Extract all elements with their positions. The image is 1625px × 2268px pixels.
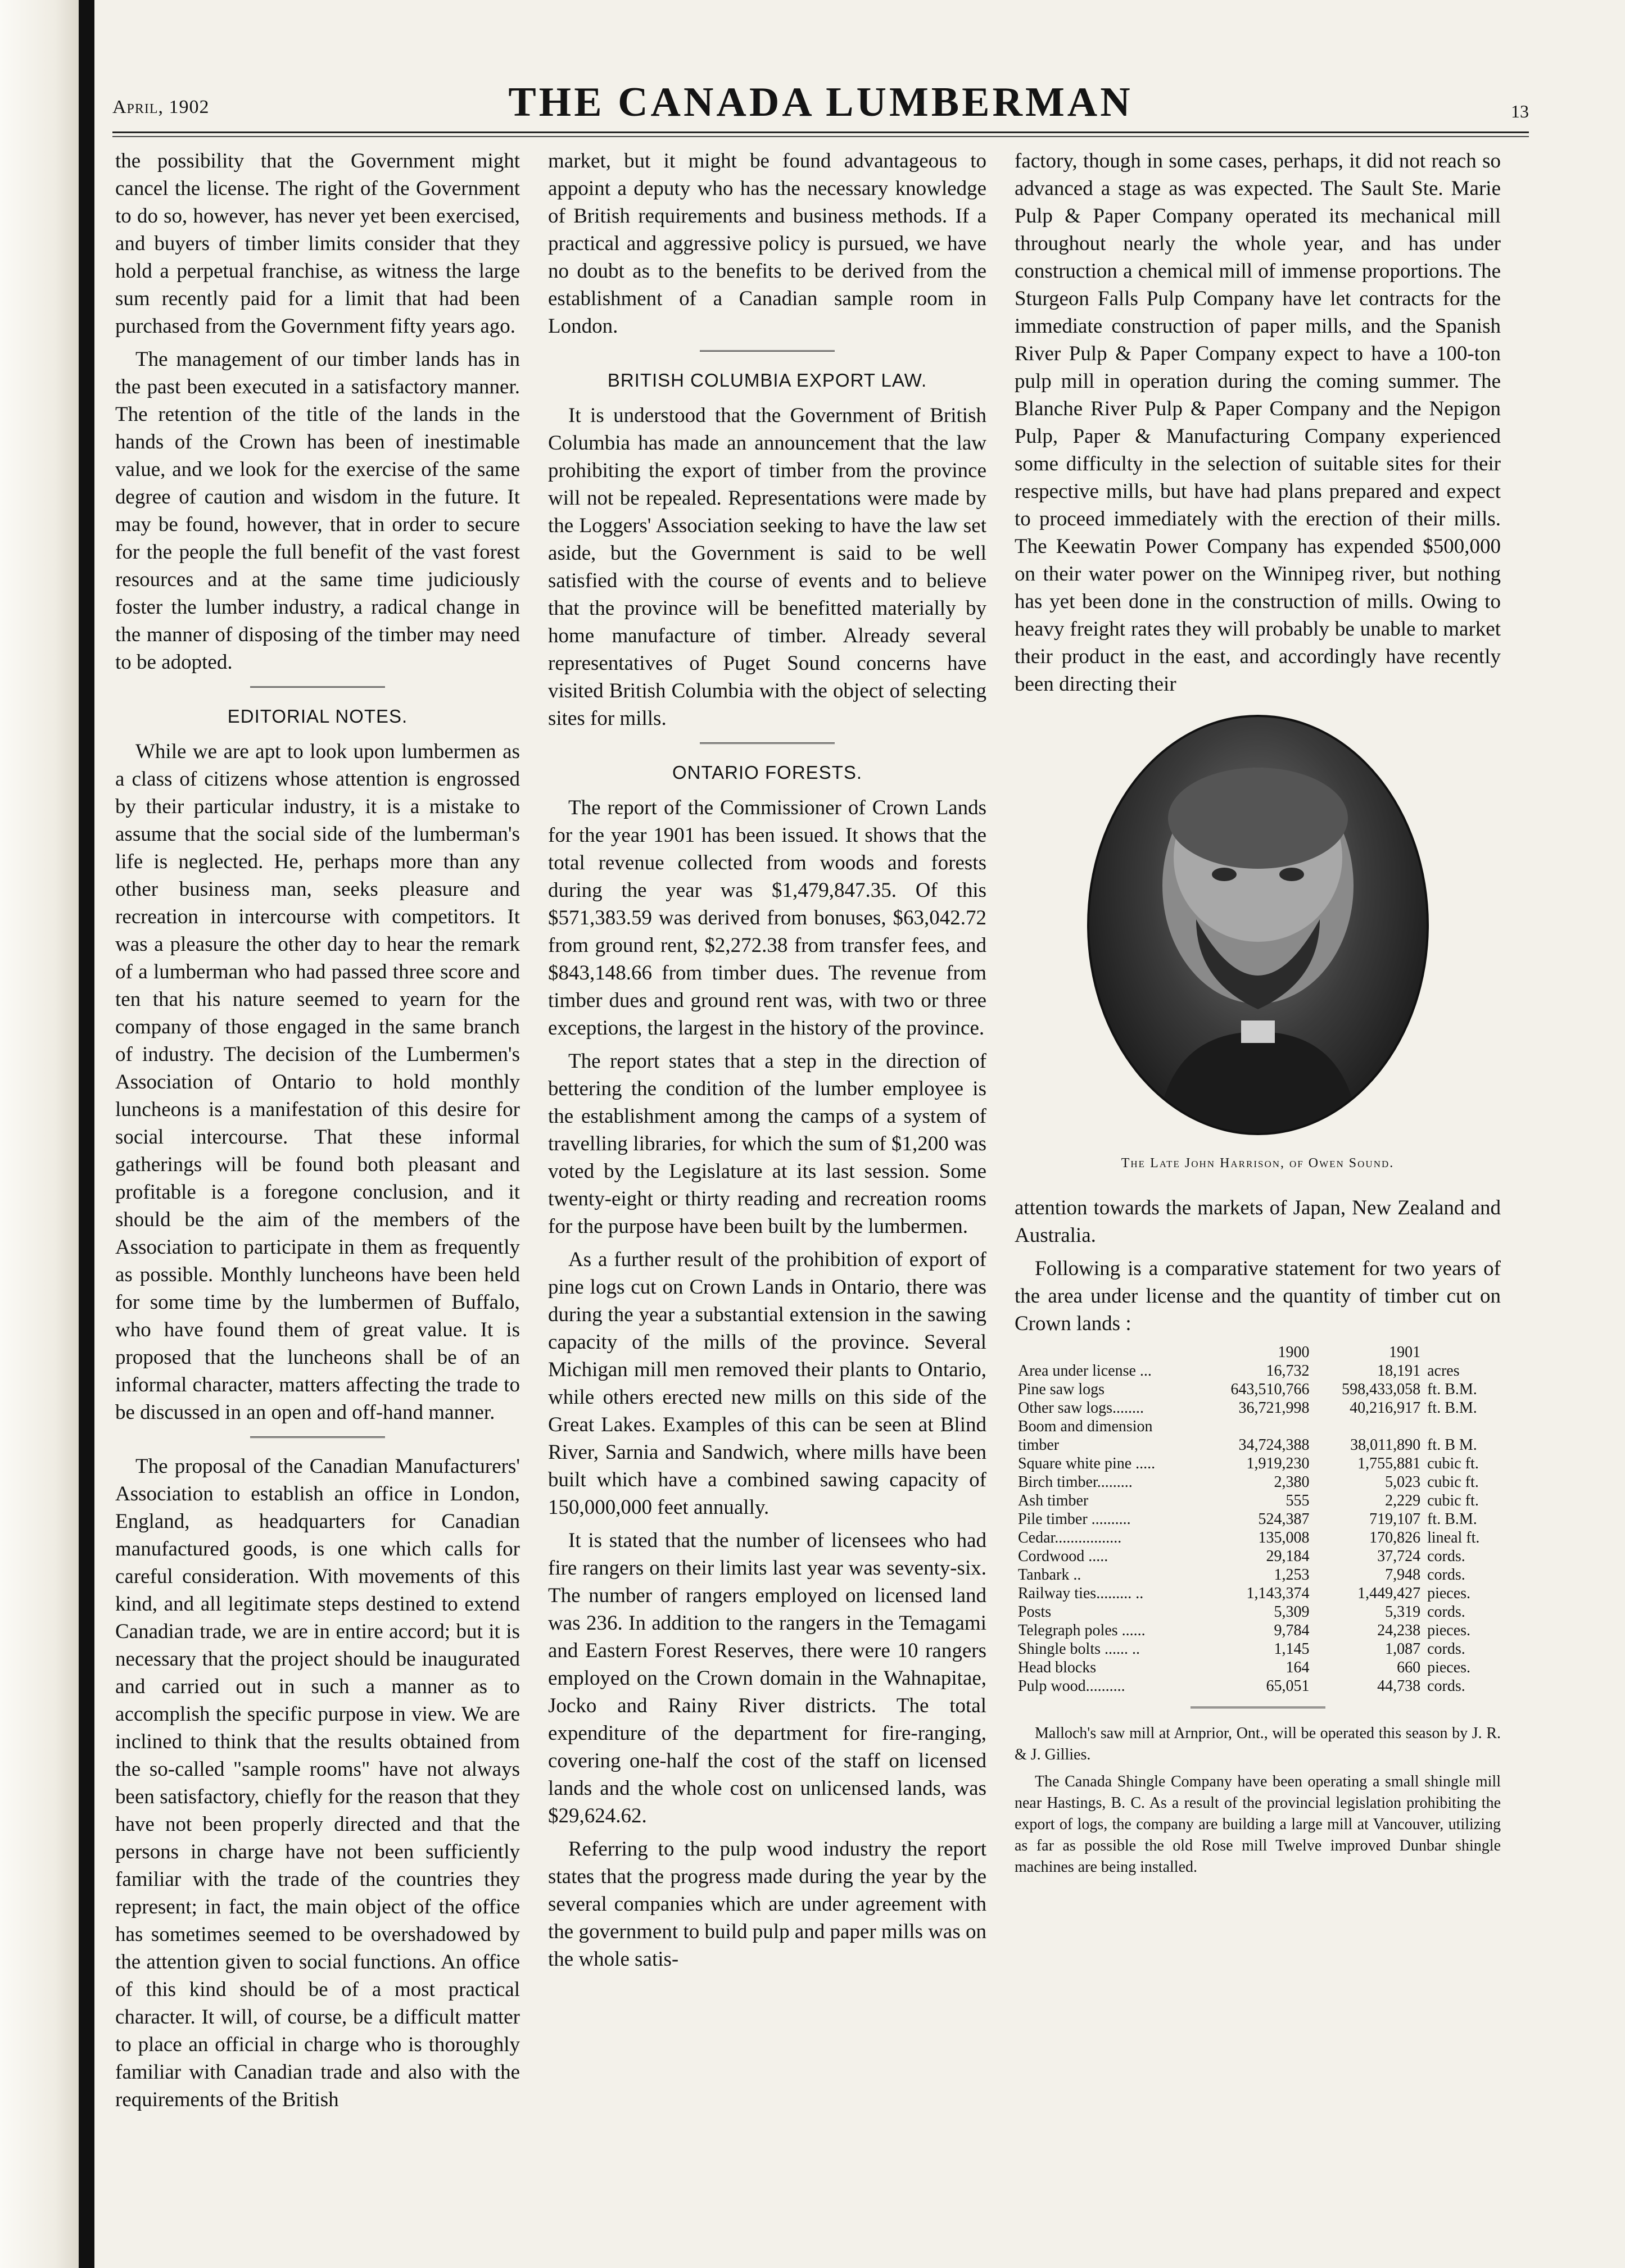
table-cell-1900: 164 bbox=[1285, 1659, 1310, 1676]
table-cell-unit: cubic ft. bbox=[1427, 1492, 1479, 1509]
table-cell-unit: ft. B.M. bbox=[1427, 1381, 1477, 1398]
timber-comparison-table bbox=[1015, 1343, 1501, 1695]
section-separator bbox=[700, 350, 835, 354]
table-row bbox=[1015, 1380, 1501, 1399]
portrait-frame bbox=[1078, 715, 1438, 1142]
portrait-illustration bbox=[1089, 717, 1427, 1133]
table-row bbox=[1015, 1658, 1501, 1677]
table-cell-1900: 9,784 bbox=[1274, 1622, 1310, 1639]
table-cell-label: Birch timber......... bbox=[1018, 1473, 1133, 1491]
table-row bbox=[1015, 1621, 1501, 1640]
masthead-rule-thin bbox=[112, 136, 1529, 137]
table-cell-label: Cordwood ..... bbox=[1018, 1548, 1108, 1565]
table-cell-1901: 40,216,917 bbox=[1350, 1399, 1421, 1417]
binding-margin bbox=[0, 0, 79, 2268]
table-cell-label: Tanbark .. bbox=[1018, 1566, 1081, 1584]
table-header-1901: 1901 bbox=[1389, 1344, 1421, 1361]
table-cell-unit bbox=[1424, 1417, 1501, 1436]
table-header-1900: 1900 bbox=[1278, 1344, 1310, 1361]
article-paragraph: The proposal of the Canadian Manufacturers' Association to establish an office in London, England, as headquarters for Canadian manufactured goods, is one which calls for careful consideration. With movements of this kind, and all legitimate steps destined to extend Canadian trade, we are in entire accord; but it is necessary that the project should be inaugurated and carried out in such a manner as to accomplish the specific purpose in view. We are inclined to think that the results obtained from the so-called "sample rooms" have not always been satisfactory, chiefly for the reason that they have not been properly directed and that the persons in charge have not been sufficiently familiar with the trade of the countries they represent; in fact, the main object of the office has sometimes seemed to be overshadowed by the attention given to social functions. An office of this kind should be of a most practical character. It will, of course, be a difficult matter to place an official in charge who is thoroughly familiar with Canadian trade and also with the requirements of the British bbox=[115, 1455, 520, 2111]
table-cell-label: Other saw logs........ bbox=[1018, 1399, 1144, 1417]
table-cell-1901: 598,433,058 bbox=[1342, 1381, 1421, 1398]
table-cell-1900: 2,380 bbox=[1274, 1473, 1310, 1491]
table-cell-label: Pile timber .......... bbox=[1018, 1511, 1131, 1528]
section-heading-editorial-notes: EDITORIAL NOTES. bbox=[227, 706, 408, 727]
table-cell-1900: 36,721,998 bbox=[1238, 1399, 1310, 1417]
table-cell-1901: 1,449,427 bbox=[1357, 1585, 1421, 1602]
table-header-row bbox=[1015, 1343, 1501, 1362]
table-cell-1900: 34,724,388 bbox=[1238, 1436, 1310, 1454]
table-cell-label: Posts bbox=[1018, 1603, 1052, 1621]
article-paragraph: While we are apt to look upon lumbermen as a class of citizens whose attention is engrossed by their particular industry, it is a mistake to assume that the social side of the lumberman's life is neglected. He, perhaps more than any other business man, seeks pleasure and recreation in intercourse with competitors. It was a pleasure the other day to hear the remark of a lumberman who had passed three score and ten that his nature seemed to yearn for the company of those engaged in the same branch of industry. The decision of the Lumbermen's Association of Ontario to hold monthly luncheons is a manifestation of this desire for social intercourse. That these informal gatherings will be found both pleasant and profitable is a foregone conclusion, and it should be the aim of the members of the Association to participate in them as frequently as possible. Monthly luncheons have been held for some time by the lumbermen of Buffalo, who have found them of great value. It is proposed that the luncheons shall be of an informal character, matters affecting the trade to be discussed in an open and off-hand manner. bbox=[115, 740, 520, 1424]
article-paragraph: As a further result of the prohibition of export of pine logs cut on Crown Lands in Ontario, there was during the year a substantial extension in the sawing capacity of the mills of the province. Several Michigan mill men removed their plants to Ontario, while others erected new mills on this side of the Great Lakes. Examples of this can be seen at Blind River, Sarnia and Sandwich, where mills have been built which have a combined sawing capacity of 150,000,000 feet annually. bbox=[548, 1248, 986, 1519]
table-cell-1900: 1,143,374 bbox=[1246, 1585, 1310, 1602]
table-row bbox=[1015, 1640, 1501, 1658]
table-cell-1901 bbox=[1313, 1417, 1424, 1436]
table-row bbox=[1015, 1547, 1501, 1566]
table-cell-label: Ash timber bbox=[1018, 1492, 1089, 1509]
table-cell-1900: 1,145 bbox=[1274, 1640, 1310, 1658]
table-cell-unit: ft. B M. bbox=[1427, 1436, 1477, 1454]
binding-shadow bbox=[79, 0, 94, 2268]
section-separator bbox=[700, 742, 835, 746]
section-separator bbox=[250, 1436, 385, 1440]
section-separator bbox=[250, 686, 385, 690]
table-row bbox=[1015, 1677, 1501, 1695]
masthead bbox=[112, 73, 1529, 140]
table-row bbox=[1015, 1491, 1501, 1510]
table-cell-unit: lineal ft. bbox=[1427, 1529, 1480, 1546]
article-paragraph: market, but it might be found advantageous to appoint a deputy who has the necessary knowledge of British requirements and business methods. If a practical and aggressive policy is pursued, we have no doubt as to the benefits to be derived from the establishment of a Canadian sample room in London. bbox=[548, 149, 986, 338]
news-note: Malloch's saw mill at Arnprior, Ont., will be operated this season by J. R. & J. Gillies. bbox=[1015, 1725, 1501, 1763]
article-paragraph: the possibility that the Government might cancel the license. The right of the Government to do so, however, has never yet been exercised, and buyers of timber limits consider that they hold a perpetual franchise, as witness the large sum recently paid for a limit that had been purchased from the Government fifty years ago. bbox=[115, 149, 520, 338]
table-row bbox=[1015, 1399, 1501, 1417]
section-separator bbox=[1191, 1707, 1325, 1711]
table-cell-1900 bbox=[1202, 1417, 1313, 1436]
table-cell-1900: 1,919,230 bbox=[1246, 1455, 1310, 1472]
article-paragraph: The report of the Commissioner of Crown Lands for the year 1901 has been issued. It shows that the total revenue collected from woods and forests during the year was $1,479,847.35. Of this $571,383.59 was derived from bonuses, $63,042.72 from ground rent, $2,272.38 from transfer fees, and $843,148.66 from timber dues. The revenue from timber dues and ground rent was, with two or three exceptions, the largest in the history of the province. bbox=[548, 796, 986, 1040]
table-cell-unit: cords. bbox=[1427, 1566, 1465, 1584]
table-cell-1900: 555 bbox=[1285, 1492, 1310, 1509]
table-cell-label: Railway ties......... .. bbox=[1018, 1585, 1144, 1602]
table-cell-unit: pieces. bbox=[1427, 1659, 1471, 1676]
table-cell-label: Pulp wood.......... bbox=[1018, 1677, 1125, 1695]
table-cell-1900: 524,387 bbox=[1258, 1511, 1310, 1528]
table-cell-1901: 719,107 bbox=[1369, 1511, 1421, 1528]
table-header-label bbox=[1015, 1343, 1202, 1362]
article-paragraph: factory, though in some cases, perhaps, it did not reach so advanced a stage as was expected. The Sault Ste. Marie Pulp & Paper Company operated its mechanical mill throughout nearly the whole year, and has under construction a chemical mill of immense proportions. The Sturgeon Falls Pulp Company have let contracts for the immediate construction of paper mills, and the Spanish River Pulp & Paper Company expect to have a 100-ton pulp mill in operation during the coming summer. The Blanche River Pulp & Paper Company and the Nepigon Pulp, Paper & Manufacturing Company experienced some difficulty in the selection of suitable sites for their respective mills, but have had plans prepared and expect to proceed immediately with the erection of their mills. The Keewatin Power Company has expended $500,000 on their water power on the Winnipeg river, but nothing has yet been done in the construction of mills. Owing to heavy freight rates they will probably be unable to market their product in the east, and accordingly have recently been directing their bbox=[1015, 149, 1501, 696]
article-paragraph: It is understood that the Government of British Columbia has made an announcement that the law prohibiting the export of timber from the province will not be repealed. Representations were made by the Loggers' Association seeking to have the law set aside, but the Government is said to be well satisfied with the course of events and to believe that the province will be benefitted materially by home manufacture of timber. Already several representatives of Puget Sound concerns have visited British Columbia with the object of selecting sites for mills. bbox=[548, 404, 986, 730]
article-paragraph: Following is a comparative statement for two years of the area under license and the quantity of timber cut on Crown lands : bbox=[1015, 1257, 1501, 1335]
table-cell-unit: ft. B.M. bbox=[1427, 1399, 1477, 1417]
table-row bbox=[1015, 1454, 1501, 1473]
table-header-unit bbox=[1424, 1343, 1501, 1362]
table-cell-label: Boom and dimension bbox=[1018, 1418, 1153, 1435]
table-row bbox=[1015, 1528, 1501, 1547]
portrait-caption: The Late John Harrison, of Owen Sound. bbox=[1121, 1156, 1395, 1171]
table-cell-label: timber bbox=[1018, 1436, 1060, 1454]
news-note: The Canada Shingle Company have been operating a small shingle mill near Hastings, B. C. As a result of the provincial legislation prohibiting the export of logs, the company are building a large mill at Vancouver, utilizing as far as possible the old Rose mill Twelve improved Dunbar shingle machines are being installed. bbox=[1015, 1773, 1501, 1876]
table-row bbox=[1015, 1566, 1501, 1584]
table-cell-unit: cords. bbox=[1427, 1548, 1465, 1565]
column-3 bbox=[1015, 147, 1501, 1884]
publication-title: THE CANADA LUMBERMAN bbox=[508, 79, 1133, 125]
table-row bbox=[1015, 1362, 1501, 1380]
table-cell-1901: 37,724 bbox=[1377, 1548, 1421, 1565]
table-cell-1900: 135,008 bbox=[1258, 1529, 1310, 1546]
section-heading-bc-export-law: BRITISH COLUMBIA EXPORT LAW. bbox=[607, 370, 927, 391]
table-row bbox=[1015, 1510, 1501, 1528]
table-cell-unit: cords. bbox=[1427, 1640, 1465, 1658]
table-row bbox=[1015, 1473, 1501, 1491]
table-cell-label: Head blocks bbox=[1018, 1659, 1097, 1676]
table-cell-1900: 5,309 bbox=[1274, 1603, 1310, 1621]
table-cell-1901: 2,229 bbox=[1385, 1492, 1421, 1509]
issue-date: April, 1902 bbox=[112, 97, 210, 117]
table-cell-label: Square white pine ..... bbox=[1018, 1455, 1156, 1472]
table-row bbox=[1015, 1436, 1501, 1454]
table-cell-1901: 1,755,881 bbox=[1357, 1455, 1421, 1472]
table-cell-1901: 38,011,890 bbox=[1350, 1436, 1421, 1454]
table-cell-1900: 1,253 bbox=[1274, 1566, 1310, 1584]
table-cell-1901: 24,238 bbox=[1377, 1622, 1421, 1639]
article-paragraph: The report states that a step in the direction of bettering the condition of the lumber employee is the establishment among the camps of a system of travelling libraries, for which the sum of $1,200 was voted by the Legislature at its last session. Some twenty-eight or thirty reading and recreation rooms for the purpose have been built by the lumbermen. bbox=[548, 1050, 986, 1238]
table-cell-1901: 7,948 bbox=[1385, 1566, 1421, 1584]
table-cell-label: Cedar................. bbox=[1018, 1529, 1122, 1546]
column-2 bbox=[548, 147, 986, 1979]
table-cell-label: Shingle bolts ...... .. bbox=[1018, 1640, 1140, 1658]
table-cell-1900: 16,732 bbox=[1266, 1362, 1310, 1380]
table-cell-unit: acres bbox=[1427, 1362, 1460, 1380]
section-heading-ontario-forests: ONTARIO FORESTS. bbox=[672, 762, 863, 783]
table-cell-1901: 5,319 bbox=[1385, 1603, 1421, 1621]
table-cell-1901: 5,023 bbox=[1385, 1473, 1421, 1491]
article-paragraph: Referring to the pulp wood industry the report states that the progress made during the year by the several companies which are under agreement with the government to build pulp and paper mills was on the whole satis- bbox=[548, 1838, 986, 1971]
column-1 bbox=[115, 147, 520, 2119]
table-cell-unit: cords. bbox=[1427, 1603, 1465, 1621]
table-cell-unit: pieces. bbox=[1427, 1585, 1471, 1602]
table-cell-unit: cubic ft. bbox=[1427, 1455, 1479, 1472]
table-cell-1901: 18,191 bbox=[1377, 1362, 1421, 1380]
page-number: 13 bbox=[1511, 101, 1529, 121]
portrait-photo bbox=[1087, 715, 1429, 1135]
article-paragraph: attention towards the markets of Japan, New Zealand and Australia. bbox=[1015, 1196, 1501, 1247]
table-cell-1901: 170,826 bbox=[1369, 1529, 1421, 1546]
table-cell-unit: ft. B.M. bbox=[1427, 1511, 1477, 1528]
table-cell-unit: cords. bbox=[1427, 1677, 1465, 1695]
table-body bbox=[1015, 1362, 1501, 1695]
table-row bbox=[1015, 1417, 1501, 1436]
table-cell-1900: 643,510,766 bbox=[1230, 1381, 1310, 1398]
table-cell-1900: 29,184 bbox=[1266, 1548, 1310, 1565]
article-paragraph: The management of our timber lands has in the past been executed in a satisfactory manner. The retention of the title of the lands in the hands of the Crown has been of inestimable value, and we look for the exercise of the same degree of caution and wisdom in the future. It may be found, however, that in order to secure for the people the full benefit of the vast forest resources and at the same time judiciously foster the lumber industry, a radical change in the manner of disposing of the timber may need to be adopted. bbox=[115, 348, 520, 674]
masthead-rule bbox=[112, 131, 1529, 133]
table-cell-label: Telegraph poles ...... bbox=[1018, 1622, 1146, 1639]
table-cell-unit: cubic ft. bbox=[1427, 1473, 1479, 1491]
table-row bbox=[1015, 1584, 1501, 1603]
table-cell-label: Area under license ... bbox=[1018, 1362, 1152, 1380]
table-row bbox=[1015, 1603, 1501, 1621]
table-cell-1900: 65,051 bbox=[1266, 1677, 1310, 1695]
table-cell-1901: 44,738 bbox=[1377, 1677, 1421, 1695]
table-cell-1901: 1,087 bbox=[1385, 1640, 1421, 1658]
table-cell-1901: 660 bbox=[1397, 1659, 1421, 1676]
article-paragraph: It is stated that the number of licensees who had fire rangers on their limits last year was seventy-six. The number of rangers employed on licensed land was 236. In addition to the rangers in the Temagami and Eastern Forest Reserves, there were 10 rangers employed on the Crown domain in the Wahnapitae, Jocko and Rainy River districts. The total expenditure of the department for fire-ranging, covering one-half the cost of the staff on licensed lands and the whole cost on unlicensed lands, was $29,624.62. bbox=[548, 1529, 986, 1827]
table-cell-unit: pieces. bbox=[1427, 1622, 1471, 1639]
table-cell-label: Pine saw logs bbox=[1018, 1381, 1105, 1398]
